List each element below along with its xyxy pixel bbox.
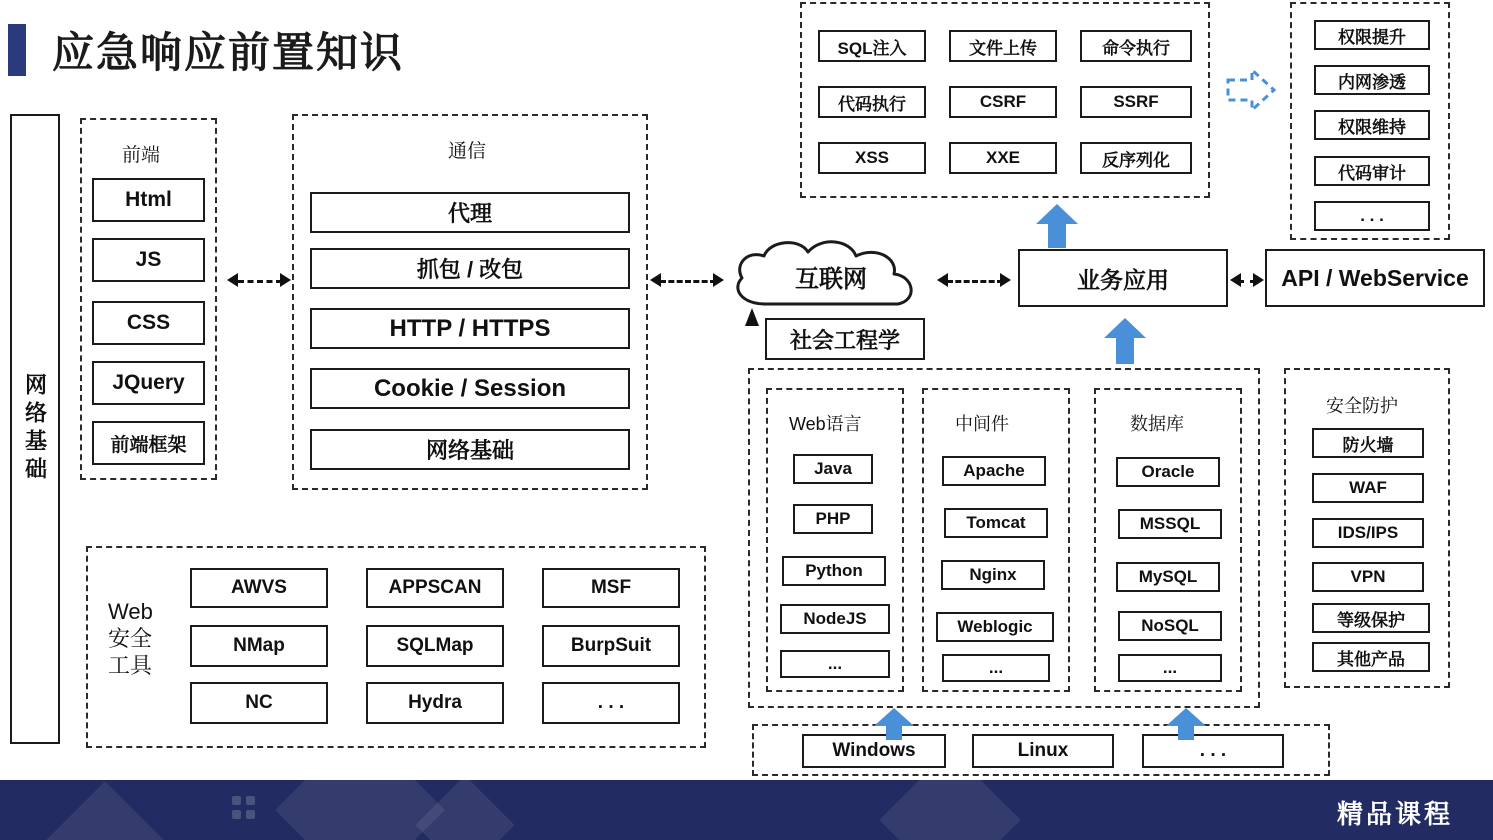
post-exploit-priv-esc[interactable]: 权限提升: [1314, 20, 1430, 50]
web-language-php[interactable]: PHP: [793, 504, 873, 534]
database-more[interactable]: ...: [1118, 654, 1222, 682]
comm-internet-connector: [660, 280, 716, 283]
footer-brand: 精品课程: [1336, 800, 1453, 830]
internet-business-arrow-right: [1000, 273, 1011, 287]
tool-hydra[interactable]: Hydra: [366, 682, 504, 724]
arrow-up-to-business-app: [1104, 318, 1146, 364]
middleware-apache[interactable]: Apache: [942, 456, 1046, 486]
internet-business-arrow-left: [937, 273, 948, 287]
comm-internet-arrow-right: [713, 273, 724, 287]
web-language-nodejs[interactable]: NodeJS: [780, 604, 890, 634]
post-exploit-code-audit[interactable]: 代码审计: [1314, 156, 1430, 186]
web-security-tools-label: [108, 598, 153, 679]
frontend-group-label: 前端: [122, 145, 161, 166]
frontend-item-css[interactable]: CSS: [92, 301, 205, 345]
network-foundation-rail: [10, 114, 60, 744]
database-nosql[interactable]: NoSQL: [1118, 611, 1222, 641]
tool-nmap[interactable]: NMap: [190, 625, 328, 667]
web-language-java[interactable]: Java: [793, 454, 873, 484]
vuln-code-exec[interactable]: 代码执行: [818, 86, 926, 118]
tool-msf[interactable]: MSF: [542, 568, 680, 608]
internet-cloud: [726, 238, 936, 314]
api-webservice-box[interactable]: API / WebService: [1265, 249, 1485, 307]
middleware-nginx[interactable]: Nginx: [941, 560, 1045, 590]
tool-awvs[interactable]: AWVS: [190, 568, 328, 608]
tool-nc[interactable]: NC: [190, 682, 328, 724]
vuln-command-exec[interactable]: 命令执行: [1080, 30, 1192, 62]
middleware-more[interactable]: ...: [942, 654, 1050, 682]
frontend-item-html[interactable]: Html: [92, 178, 205, 222]
page-title: 应急响应前置知识: [52, 28, 405, 77]
frontend-item-framework[interactable]: 前端框架: [92, 421, 205, 465]
post-exploit-lateral[interactable]: 内网渗透: [1314, 65, 1430, 95]
middleware-tomcat[interactable]: Tomcat: [944, 508, 1048, 538]
frontend-comm-arrow-left: [227, 273, 238, 287]
post-exploit-persistence[interactable]: 权限维持: [1314, 110, 1430, 140]
arrow-up-os-to-stack-1: [874, 708, 914, 740]
communication-item-proxy[interactable]: 代理: [310, 192, 630, 233]
network-foundation-label: 网络基础: [22, 373, 48, 485]
frontend-comm-arrow-right: [280, 273, 291, 287]
middleware-label: 中间件: [955, 414, 1009, 434]
vuln-sql-injection[interactable]: SQL注入: [818, 30, 926, 62]
database-mssql[interactable]: MSSQL: [1118, 509, 1222, 539]
middleware-weblogic[interactable]: Weblogic: [936, 612, 1054, 642]
protection-waf[interactable]: WAF: [1312, 473, 1424, 503]
vuln-xxe[interactable]: XXE: [949, 142, 1057, 174]
frontend-item-jquery[interactable]: JQuery: [92, 361, 205, 405]
frontend-item-js[interactable]: JS: [92, 238, 205, 282]
tool-sqlmap[interactable]: SQLMap: [366, 625, 504, 667]
protection-mlps[interactable]: 等级保护: [1312, 603, 1430, 633]
database-oracle[interactable]: Oracle: [1116, 457, 1220, 487]
os-more[interactable]: . . .: [1142, 734, 1284, 768]
web-security-tools-label-line3: 工具: [108, 653, 153, 678]
arrow-up-to-vulnerabilities: [1036, 204, 1078, 248]
business-api-arrow-left: [1230, 273, 1241, 287]
vuln-xss[interactable]: XSS: [818, 142, 926, 174]
security-protection-label: 安全防护: [1326, 396, 1398, 416]
arrow-right-to-post-exploit: [1226, 68, 1278, 114]
database-mysql[interactable]: MySQL: [1116, 562, 1220, 592]
vuln-csrf[interactable]: CSRF: [949, 86, 1057, 118]
frontend-comm-connector: [238, 280, 282, 283]
tool-more[interactable]: . . .: [542, 682, 680, 724]
web-security-tools-label-line2: 安全: [108, 626, 153, 651]
footer-bar: [0, 780, 1493, 840]
communication-item-cookie-session[interactable]: Cookie / Session: [310, 368, 630, 409]
communication-item-network-basics[interactable]: 网络基础: [310, 429, 630, 470]
database-label: 数据库: [1130, 414, 1184, 434]
tool-burpsuit[interactable]: BurpSuit: [542, 625, 680, 667]
web-language-label: Web语言: [789, 414, 862, 434]
communication-item-capture[interactable]: 抓包 / 改包: [310, 248, 630, 289]
protection-ids-ips[interactable]: IDS/IPS: [1312, 518, 1424, 548]
communication-group-label: 通信: [448, 141, 487, 162]
web-language-python[interactable]: Python: [782, 556, 886, 586]
title-accent-bar: [8, 24, 26, 76]
os-linux[interactable]: Linux: [972, 734, 1114, 768]
social-engineering-box[interactable]: 社会工程学: [765, 318, 925, 360]
post-exploit-more[interactable]: . . .: [1314, 201, 1430, 231]
vuln-deserialization[interactable]: 反序列化: [1080, 142, 1192, 174]
web-security-tools-label-line1: Web: [108, 599, 153, 624]
protection-firewall[interactable]: 防火墙: [1312, 428, 1424, 458]
business-api-arrow-right: [1253, 273, 1264, 287]
communication-item-http[interactable]: HTTP / HTTPS: [310, 308, 630, 349]
internet-business-connector: [947, 280, 1003, 283]
arrow-up-os-to-stack-2: [1166, 708, 1206, 740]
internet-label: 互联网: [795, 265, 867, 293]
comm-internet-arrow-left: [650, 273, 661, 287]
business-app-box[interactable]: 业务应用: [1018, 249, 1228, 307]
tool-appscan[interactable]: APPSCAN: [366, 568, 504, 608]
vuln-file-upload[interactable]: 文件上传: [949, 30, 1057, 62]
protection-other[interactable]: 其他产品: [1312, 642, 1430, 672]
protection-vpn[interactable]: VPN: [1312, 562, 1424, 592]
vuln-ssrf[interactable]: SSRF: [1080, 86, 1192, 118]
web-language-more[interactable]: ...: [780, 650, 890, 678]
os-windows[interactable]: Windows: [802, 734, 946, 768]
